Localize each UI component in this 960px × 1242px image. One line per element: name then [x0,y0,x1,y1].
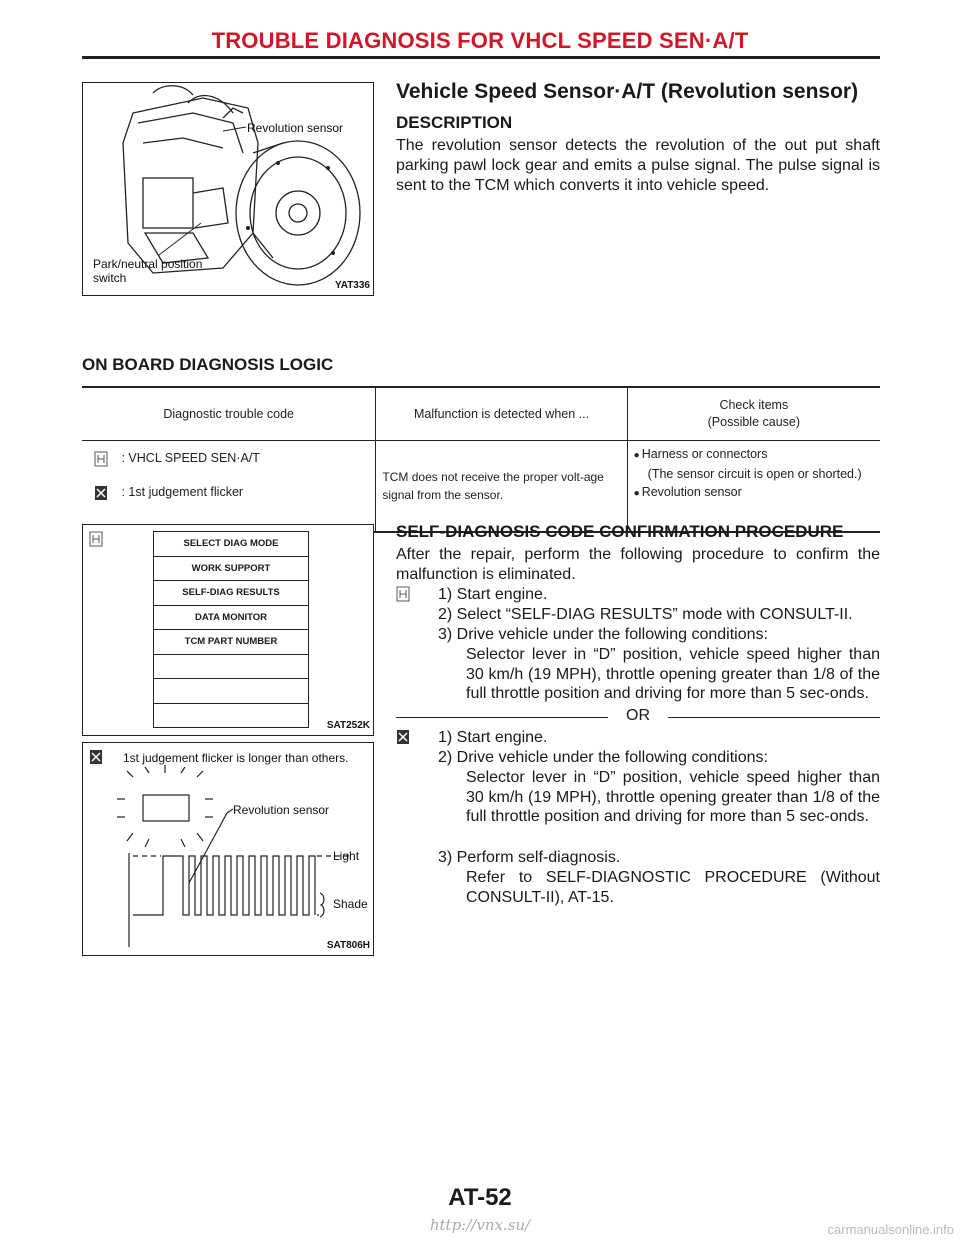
header-rule [82,56,880,59]
procedure-b-step1: 1) Start engine. [438,729,548,746]
col-check-line2: (Possible cause) [707,415,801,429]
procedure-a-step1: 1) Start engine. [438,586,548,603]
figure-flicker-waveform [82,742,374,956]
malfunction-cell: TCM does not receive the proper volt-age signal from the sensor. [376,441,627,533]
figure-code: SAT252K [326,720,370,731]
procedure-intro: After the repair, perform the following procedure to confirm the malfunction is eliminated. [396,546,880,583]
procedure-a-conditions: Selector lever in “D” position, vehicle speed higher than 30 km/h (19 MPH), throttle opening greater than 1/8 of the full throttle position and driving for more than 5 sec-onds. [466,646,880,702]
logic-table [82,386,880,533]
check-items-cell [627,441,880,533]
menu-item-data-monitor[interactable]: DATA MONITOR [154,606,308,631]
flicker-icon [94,485,108,501]
label-light: Light [333,849,360,863]
or-rule-right [668,717,880,718]
check1-title: Harness or connectors [641,447,768,461]
or-divider [396,707,880,727]
figure-transmission [82,82,374,296]
menu-item-empty [154,679,308,704]
bullet-icon: ● [633,450,640,461]
procedure-b-reference: Refer to SELF-DIAGNOSTIC PROCEDURE (Without CONSULT-II), AT-15. [466,869,880,906]
consult-icon [94,451,108,467]
or-label: OR [626,707,650,724]
procedure-b-step2: 2) Drive vehicle under the following conditions: [438,749,768,766]
dtc-consult-text: : VHCL SPEED SEN·A/T [121,451,260,466]
col-check-line1: Check items [719,398,789,412]
or-rule-left [396,717,608,718]
watermark-text: carmanualsonline.info [827,1222,954,1237]
menu-item-self-diag-results[interactable]: SELF-DIAG RESULTS [154,581,308,606]
label-revolution-sensor: Revolution sensor [233,803,330,817]
description-heading: DESCRIPTION [396,113,513,132]
menu-item-empty [154,655,308,680]
dtc-flicker-text: : 1st judgement flicker [121,485,244,500]
label-revolution-sensor: Revolution sensor [247,121,344,135]
label-park-neutral-2: switch [93,271,127,285]
page-header-title: TROUBLE DIAGNOSIS FOR VHCL SPEED SEN·A/T [211,28,749,53]
consult-menu-list [153,531,309,728]
figure-caption: 1st judgement flicker is longer than others. [123,751,349,765]
procedure-b-step3: 3) Perform self-diagnosis. [438,849,621,866]
col-dtc: Diagnostic trouble code [163,407,295,421]
consult-icon [396,586,410,602]
description-text: The revolution sensor detects the revolution of the out put shaft parking pawl lock gear and emits a pulse signal. The pulse signal is sent to the TCM which converts it into vehicle speed. [396,137,880,194]
figure-code: YAT336 [334,280,370,291]
label-shade: Shade [333,897,368,911]
procedure-b-conditions: Selector lever in “D” position, vehicle speed higher than 30 km/h (19 MPH), throttle opening greater than 1/8 of the full throttle position and driving for more than 5 sec-onds. [466,769,880,825]
col-check-items [627,387,880,441]
figure-code: SAT806H [326,940,370,951]
figure-consult-menu [82,524,374,736]
procedure-heading: SELF-DIAGNOSIS CODE CONFIRMATION PROCEDURE [396,522,844,541]
check2-title: Revolution sensor [641,485,742,499]
check1-detail: (The sensor circuit is open or shorted.) [647,467,862,481]
logic-heading: ON BOARD DIAGNOSIS LOGIC [82,355,334,374]
menu-item-empty [154,704,308,729]
menu-item-work-support[interactable]: WORK SUPPORT [154,557,308,582]
dtc-cell [82,441,376,533]
procedure-a-step2: 2) Select “SELF-DIAG RESULTS” mode with CONSULT-II. [438,606,853,623]
footer-url-link[interactable]: http://vnx.su/ [429,1216,531,1234]
procedure-a-step3: 3) Drive vehicle under the following conditions: [438,626,768,643]
waveform-drawing [83,743,373,955]
flicker-icon [396,729,410,745]
bullet-icon: ● [633,488,640,499]
section-title: Vehicle Speed Sensor·A/T (Revolution sensor) [396,80,859,103]
menu-item-tcm-part-number[interactable]: TCM PART NUMBER [154,630,308,655]
label-park-neutral-1: Park/neutral position [93,257,203,271]
consult-icon [89,531,103,547]
page-number: AT-52 [448,1184,512,1211]
menu-item-select-diag-mode[interactable]: SELECT DIAG MODE [154,532,308,557]
col-malfunction: Malfunction is detected when ... [376,387,627,441]
